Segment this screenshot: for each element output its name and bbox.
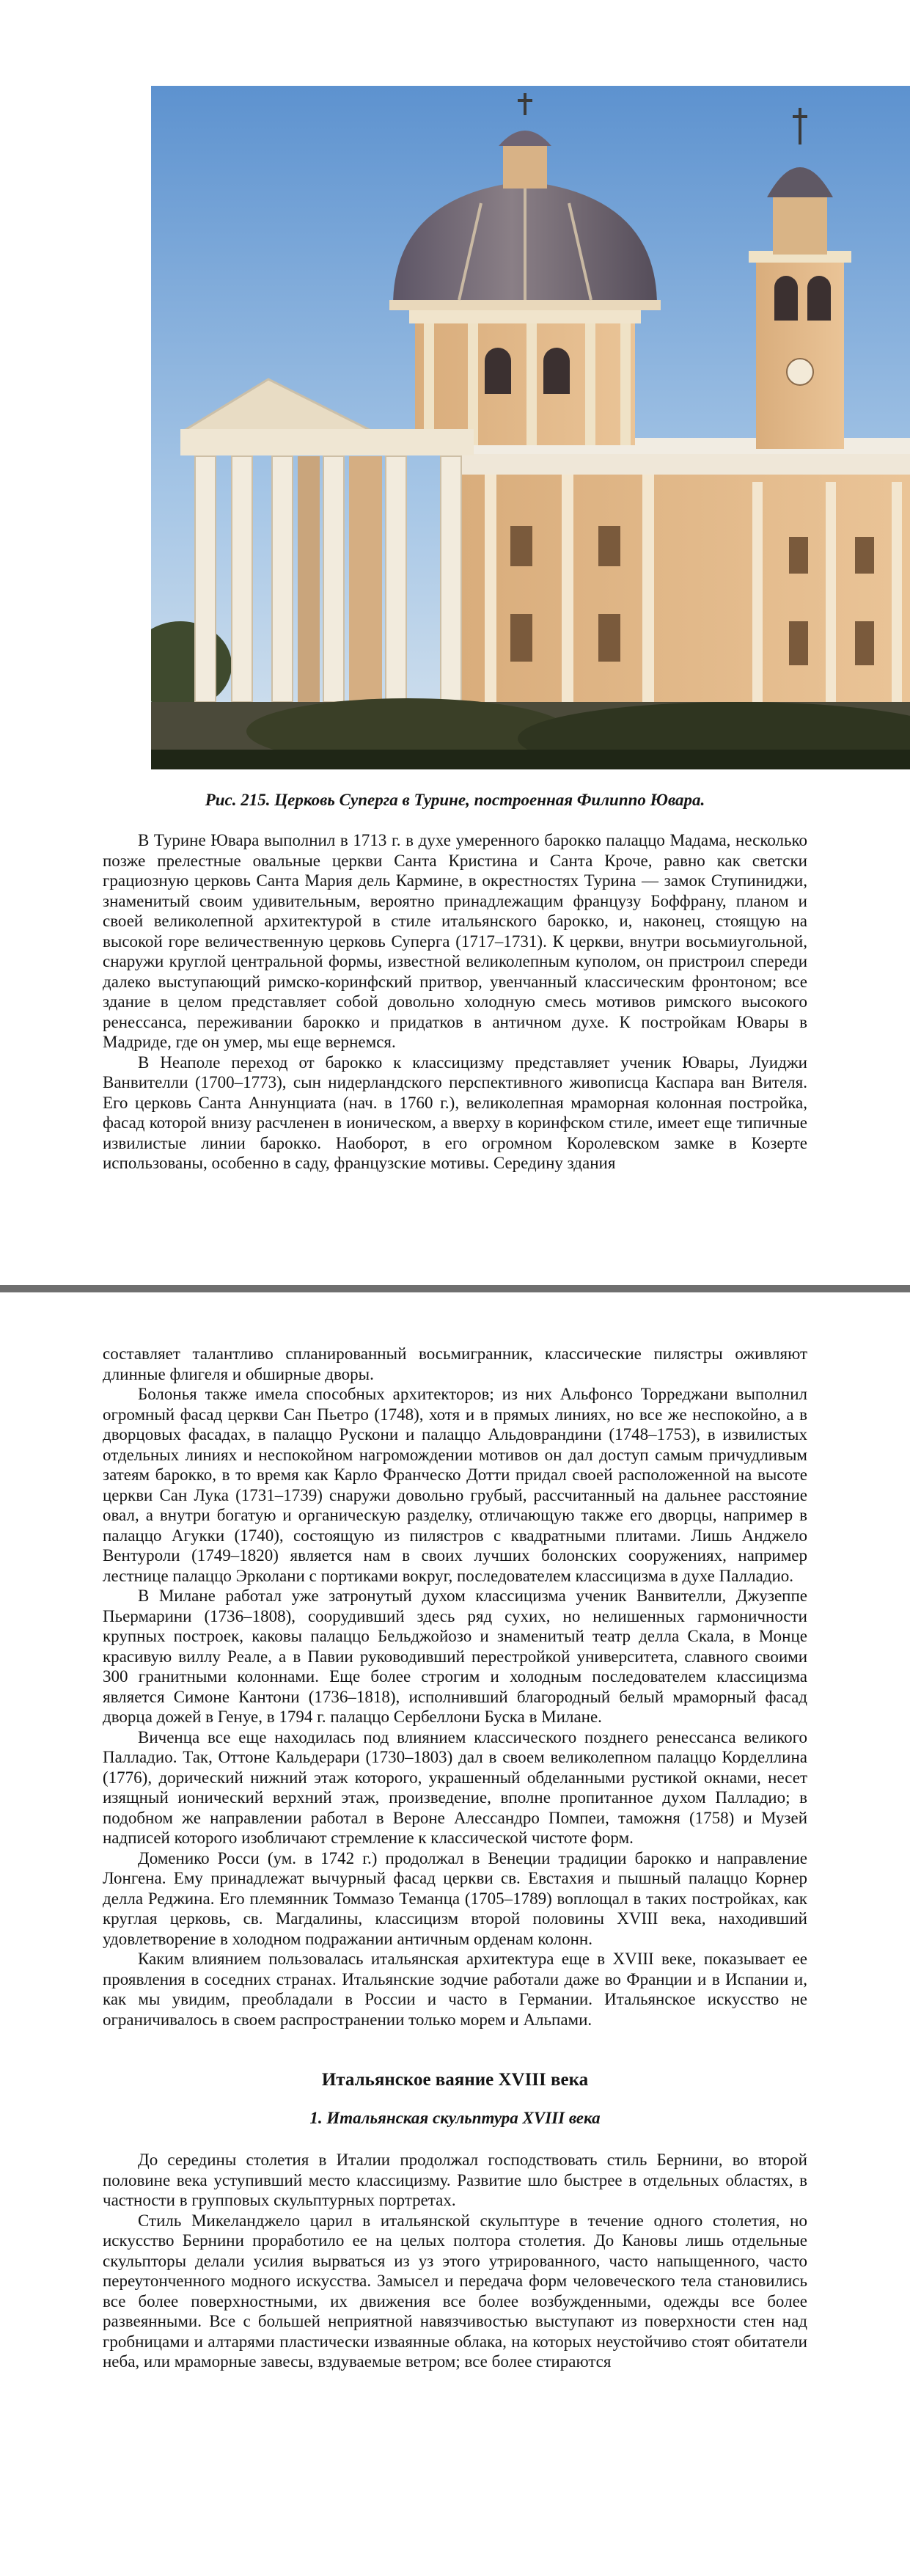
paragraph: Болонья также имела способных архитекторов; из них Альфонсо Торреджани выполнил огромный фасад церкви Сан Пьетро (1748), хотя и в прямых линиях, но все же неспокойно, а в дворцовых фасадах, в палаццо Рускони и палаццо Альдоврандини (1748–1753), в извилистых отдельных линиях и неспокойном нагромождении мотивов он дал доступ самым причудливым затеям барокко, в то время как Карло Франческо Дотти придал своей расположенной на высоте церкви Сан Лука (1731–1739) снаружи довольно грубый, рассчитанный на дальнее расстояние овал, а внутри богатую и органическую разделку, отличающую также его дворцы, например в палаццо Агукки (1740), состоящую из пилястров с квадратными плитами. Лишь Анджело Вентуроли (1749–1820) является нам в своих лучших болонских сооружениях, например лестнице палаццо Эрколани с портиками вокруг, последователем классицизма в духе Палладио. bbox=[103, 1385, 807, 1585]
page-2-text bbox=[103, 1344, 807, 2372]
church-photo bbox=[151, 86, 910, 769]
paragraph: Стиль Микеланджело царил в итальянской скульптуре в течение одного столетия, но искусство Бернини проработило ее на целых полтора столетия. До Кановы лишь отдельные скульпторы делали усилия вырваться из уз этого утрированного, часто напыщенного, часто переутонченного модного искусства. Замысел и передача форм человеческого тела становились все более поверхностными, их движения все более возбужденными, одежды все более развеянными. Все с большей неприятной навязчивостью выступают из поверхности стен над гробницами и алтарями пластически изваянные облака, на которых неустойчиво стоят обитатели неба, или мраморные завесы, вздуваемые ветром; все более стираются bbox=[103, 2211, 807, 2371]
paragraph: Доменико Росси (ум. в 1742 г.) продолжал в Венеции традиции барокко и направление Лонгена. Ему принадлежат вычурный фасад церкви св. Евстахия и пышный палаццо Корнер делла Реджина. Его племянник Томмазо Теманца (1705–1789) воплощал в таких постройках, как круглая церковь, св. Магдалины, классицизм второй половины XVIII века, находивший удовлетворение в холодном подражании античным орденам колонн. bbox=[103, 1848, 807, 1948]
paragraph: Виченца все еще находилась под влиянием классического позднего ренессанса великого Палладио. Так, Оттоне Кальдерари (1730–1803) дал в своем великолепном палаццо Корделлина (1776), дорический нижний этаж которого, украшенный обделанными рустикой окнами, несет изящный ионический верхний этаж, произведение, вполне пропитанное духом Палладио; в подобном же направлении работал в Вероне Алессандро Помпеи, таможня (1758) и Музей надписей которого изобличают стремление к классической чистоте форм. bbox=[103, 1727, 807, 1847]
paragraph: В Милане работал уже затронутый духом классицизма ученик Ванвителли, Джузеппе Пьермарини (1736–1808), соорудивший здесь ряд сухих, но нелишенных гармоничности крупных построек, каковы палаццо Бельджойозо и знаменитый театр делла Скала, в Монце красивую виллу Реале, а в Павии руководивший перестройкой университета, славного своими 300 гранитными колоннами. Еще более строгим и холодным последователем классицизма является Симоне Кантони (1736–1818), исполнивший благородный белый мраморный фасад дворца дожей в Генуе, в 1794 г. палаццо Сербеллони Буска в Милане. bbox=[103, 1587, 807, 1726]
paragraph: В Неаполе переход от барокко к классицизму представляет ученик Ювары, Луиджи Ванвителли (1700–1773), сын нидерландского перспективного живописца Каспара ван Вителя. Его церковь Санта Аннунциата (нач. в 1760 г.), великолепная мраморная колонная постройка, фасад которой внизу расчленен в ионическом, а вверху в коринфском стиле, имеет еще типичные извилистые линии барокко. Наоборот, в его огромном Королевском замке в Козерте использованы, особенно в саду, французские мотивы. Середину здания bbox=[103, 1053, 807, 1172]
figure-caption: Рис. 215. Церковь Суперга в Турине, построенная Филиппо Ювара. bbox=[205, 791, 705, 809]
section-title: Итальянское ваяние XVIII века bbox=[321, 2070, 589, 2090]
paragraph: До середины столетия в Италии продолжал господствовать стиль Бернини, во второй половине века уступивший место классицизму. Развитие шло быстрее в отдельных областях, в частности в групповых скульптурных портретах. bbox=[103, 2151, 807, 2209]
paragraph: В Турине Ювара выполнил в 1713 г. в духе умеренного барокко палаццо Мадама, несколько позже прелестные овальные церкви Санта Кристина и Санта Кроче, равно как светски грациозную церковь Санта Мария дель Кармине, в окрестностях Турина — замок Ступиниджи, знаменитый своим удивительным, вероятно принадлежащим французу Боффрану, планом и своей великолепной архитектурой в стиле итальянского барокко, и, наконец, стоящую на высокой горе величественную церковь Суперга (1717–1731). К церкви, внутри восьмиугольной, снаружи круглой центральной формы, известной великолепным куполом, он пристроил спереди далеко выступающий римско-коринфский притвор, увенчанный классическим фронтоном; все здание в целом представляет собой довольно холодную смесь мотивов римского высокого ренессанса, переживании барокко и придатков в античном духе. К постройкам Ювары в Мадриде, где он умер, мы еще вернемся. bbox=[103, 831, 807, 1051]
page-2 bbox=[0, 1292, 910, 2576]
page-1-text bbox=[103, 830, 807, 1174]
page-1 bbox=[0, 0, 910, 1285]
paragraph: составляет талантливо спланированный восьмигранник, классические пилястры оживляют длинные флигеля и обширные дворы. bbox=[103, 1344, 807, 1383]
subsection-title: 1. Итальянская скульптура XVIII века bbox=[309, 2108, 601, 2127]
paragraph: Каким влиянием пользовалась итальянская архитектура еще в XVIII веке, показывает ее проявления в соседних странах. Итальянские зодчие работали даже во Франции и в Испании и, как мы увидим, преобладали в России и часто в Германии. Итальянское искусство не ограничивалось в своем распространении только морем и Альпами. bbox=[103, 1950, 807, 2029]
